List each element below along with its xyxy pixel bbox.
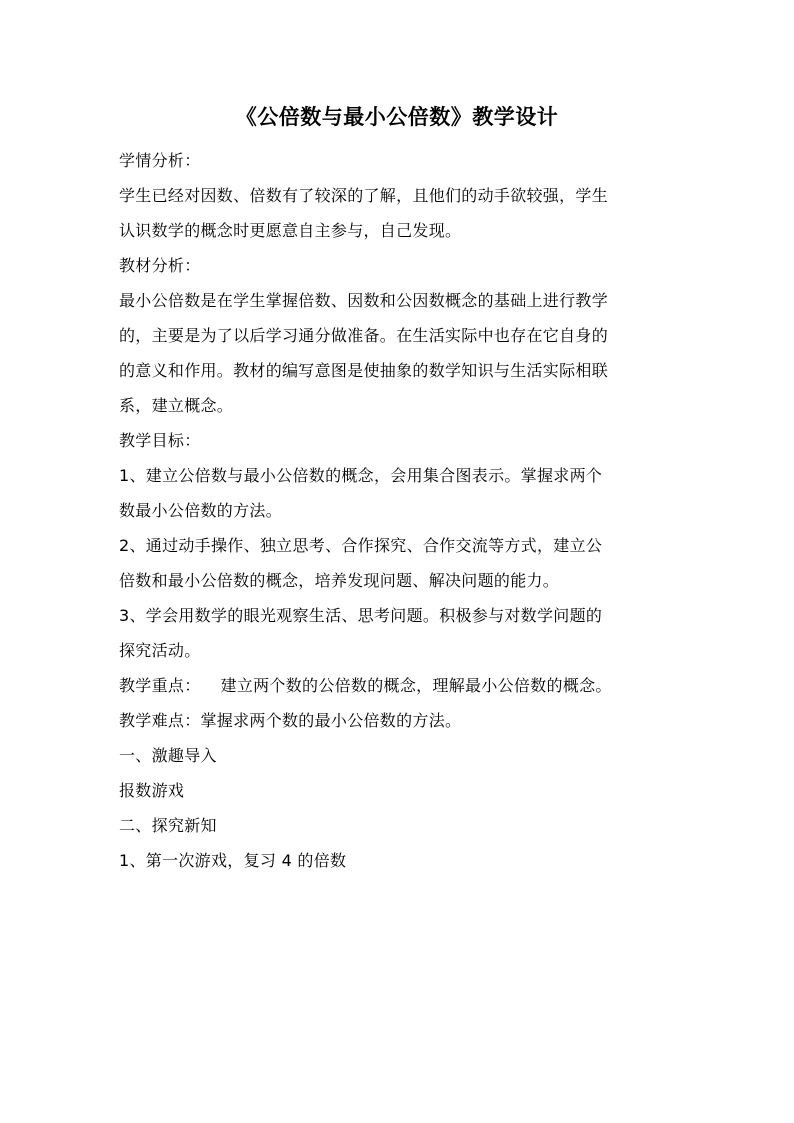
- paragraph-line: 1、第一次游戏，复习 4 的倍数: [119, 851, 347, 870]
- paragraph-line: 报数游戏: [119, 781, 185, 800]
- document-body: [119, 143, 679, 878]
- key-point-text: 建立两个数的公倍数的概念，理解最小公倍数的概念。: [220, 676, 612, 695]
- section-heading-learner-analysis: 学情分析：: [119, 151, 201, 170]
- paragraph-line: 的意义和作用。教材的编写意图是使抽象的数学知识与生活实际相联: [119, 361, 609, 380]
- difficulty-line: 教学难点：掌握求两个数的最小公倍数的方法。: [119, 711, 462, 730]
- document-title: 《公倍数与最小公倍数》教学设计: [235, 105, 559, 129]
- objective-line: 1、建立公倍数与最小公倍数的概念，会用集合图表示。掌握求两个: [119, 466, 603, 485]
- objective-line: 2、通过动手操作、独立思考、合作探究、合作交流等方式，建立公: [119, 536, 603, 555]
- key-point-label: 教学重点：: [119, 676, 201, 695]
- objective-line: 数最小公倍数的方法。: [119, 501, 283, 520]
- section-heading-introduction: 一、激趣导入: [119, 746, 217, 765]
- paragraph-line: 学生已经对因数、倍数有了较深的了解，且他们的动手欲较强，学生: [119, 186, 609, 205]
- objective-line: 3、学会用数学的眼光观察生活、思考问题。积极参与对数学问题的: [119, 606, 603, 625]
- paragraph-line: 最小公倍数是在学生掌握倍数、因数和公因数概念的基础上进行教学: [119, 291, 609, 310]
- key-point-line: [119, 668, 679, 703]
- paragraph-line: 认识数学的概念时更愿意自主参与，自己发现。: [119, 221, 462, 240]
- objective-line: 倍数和最小公倍数的概念，培养发现问题、解决问题的能力。: [119, 571, 560, 590]
- section-heading-material-analysis: 教材分析：: [119, 256, 201, 275]
- section-heading-teaching-objectives: 教学目标：: [119, 431, 201, 450]
- paragraph-line: 系，建立概念。: [119, 396, 234, 415]
- objective-line: 探究活动。: [119, 641, 201, 660]
- paragraph-line: 的，主要是为了以后学习通分做准备。在生活实际中也存在它自身的: [119, 326, 609, 345]
- section-heading-exploration: 二、探究新知: [119, 816, 217, 835]
